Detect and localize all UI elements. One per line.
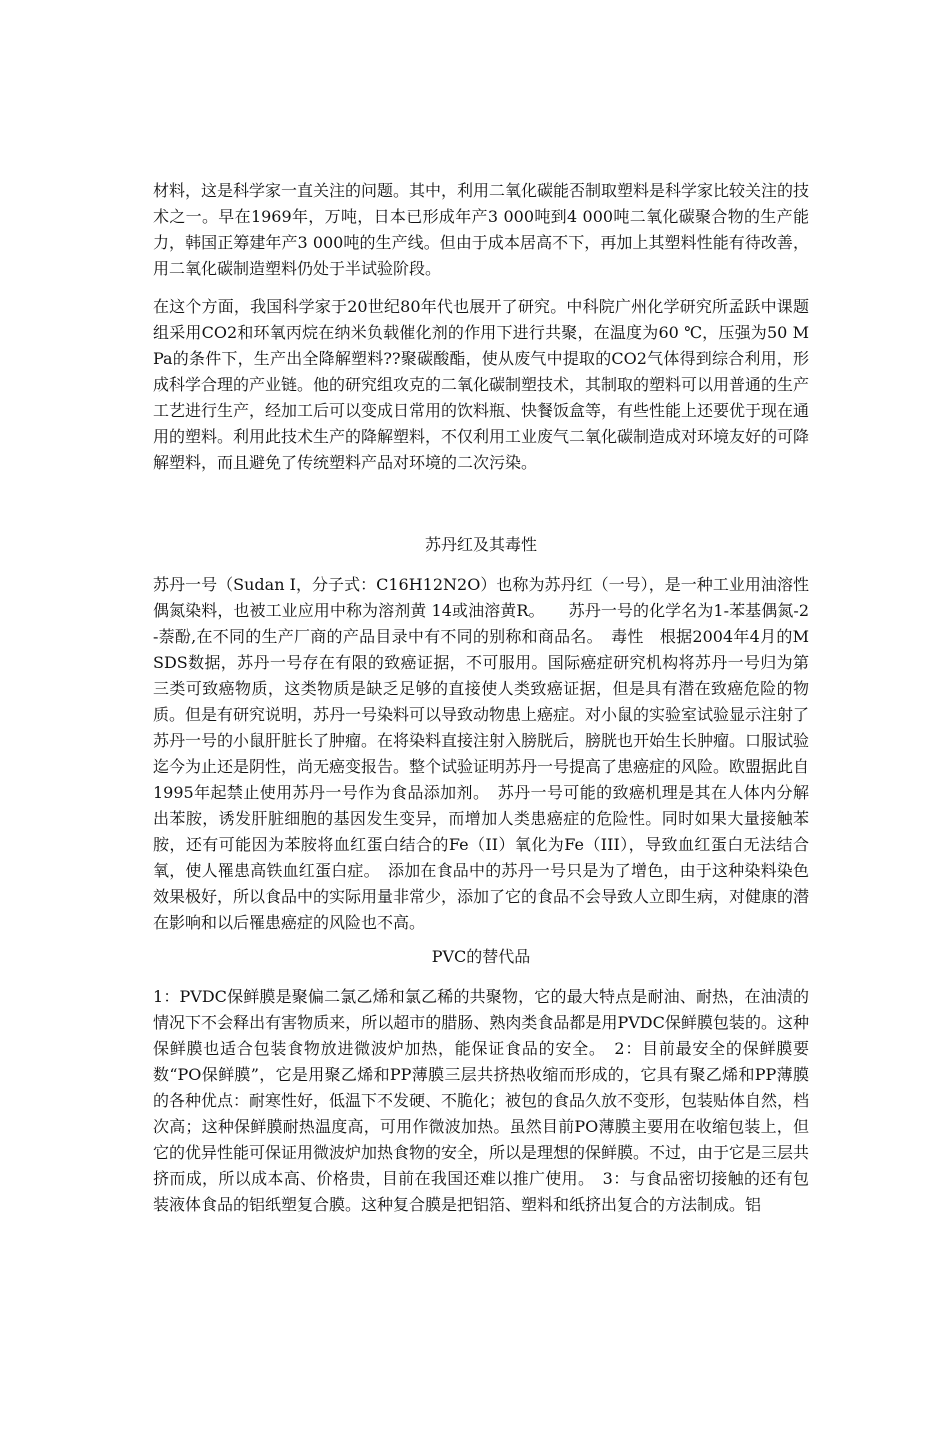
section-heading-sudan: 苏丹红及其毒性 [424, 535, 537, 554]
paragraph-china-research: 在这个方面，我国科学家于20世纪80年代也展开了研究。中科院广州化学研究所孟跃中课题组采用CO2和环氧丙烷在纳米负载催化剂的作用下进行共聚，在温度为60 ℃，压强为50 MPa的条件下，生产出全降解塑料??聚碳酸酯，使从废气中提取的CO2气体得到综合利用，形成科学合理的产业链。他的研究组攻克的二氧化碳制塑技术，其制取的塑料可以用普通的生产工艺进行生产，经加工后可以变成日常用的饮料瓶、快餐饭盒等，有些性能上还要优于现在通用的塑料。利用此技术生产的降解塑料，不仅利用工业废气二氧化碳制造成对环境友好的可降解塑料，而且避免了传统塑料产品对环境的二次污染。 [153, 297, 810, 472]
paragraph-plastic-intro: 材料，这是科学家一直关注的问题。其中，利用二氧化碳能否制取塑料是科学家比较关注的技术之一。早在1969年，万吨，日本已形成年产3 000吨到4 000吨二氧化碳聚合物的生产能力，韩国正筹建年产3 000吨的生产线。但由于成本居高不下，再加上其塑料性能有待改善，用二氧化碳制造塑料仍处于半试验阶段。 [153, 181, 810, 278]
section-heading-pvc: PVC的替代品 [431, 947, 531, 966]
paragraph-sudan: 苏丹一号（Sudan I，分子式：C16H12N2O）也称为苏丹红（一号），是一种工业用油溶性偶氮染料，也被工业应用中称为溶剂黄 14或油溶黄R。 苏丹一号的化学名为1-苯基偶氮-2-萘酚,在不同的生产厂商的产品目录中有不同的别称和商品名。 毒性 根据2004年4月的MSDS数据，苏丹一号存在有限的致癌证据，不可服用。国际癌症研究机构将苏丹一号归为第三类可致癌物质，这类物质是缺乏足够的直接使人类致癌证据，但是具有潜在致癌危险的物质。但是有研究说明，苏丹一号染料可以导致动物患上癌症。对小鼠的实验室试验显示注射了苏丹一号的小鼠肝脏长了肿瘤。在将染料直接注射入膀胱后，膀胱也开始生长肿瘤。口服试验迄今为止还是阴性，尚无癌变报告。整个试验证明苏丹一号提高了患癌症的风险。欧盟据此自1995年起禁止使用苏丹一号作为食品添加剂。 苏丹一号可能的致癌机理是其在人体内分解出苯胺，诱发肝脏细胞的基因发生变异，而增加人类患癌症的危险性。同时如果大量接触苯胺，还有可能因为苯胺将血红蛋白结合的Fe（II）氧化为Fe（III），导致血红蛋白无法结合氧，使人罹患高铁血红蛋白症。 添加在食品中的苏丹一号只是为了增色，由于这种染料染色效果极好，所以食品中的实际用量非常少，添加了它的食品不会导致人立即生病，对健康的潜在影响和以后罹患癌症的风险也不高。 [153, 575, 810, 932]
paragraph-pvc: 1：PVDC保鲜膜是聚偏二氯乙烯和氯乙稀的共聚物，它的最大特点是耐油、耐热，在油渍的情况下不会释出有害物质来，所以超市的腊肠、熟肉类食品都是用PVDC保鲜膜包装的。这种保鲜膜也适合包装食物放进微波炉加热，能保证食品的安全。 2：目前最安全的保鲜膜要数“PO保鲜膜”，它是用聚乙烯和PP薄膜三层共挤热收缩而形成的，它具有聚乙烯和PP薄膜的各种优点：耐寒性好，低温下不发硬、不脆化；被包的食品久放不变形，包装贴体自然，档次高；这种保鲜膜耐热温度高，可用作微波加热。虽然目前PO薄膜主要用在收缩包装上，但它的优异性能可保证用微波炉加热食物的安全，所以是理想的保鲜膜。不过，由于它是三层共挤而成，所以成本高、价格贵，目前在我国还难以推广使用。 3：与食品密切接触的还有包装液体食品的铝纸塑复合膜。这种复合膜是把铝箔、塑料和纸挤出复合的方法制成。铝 [153, 987, 810, 1214]
document-body [153, 178, 809, 1218]
